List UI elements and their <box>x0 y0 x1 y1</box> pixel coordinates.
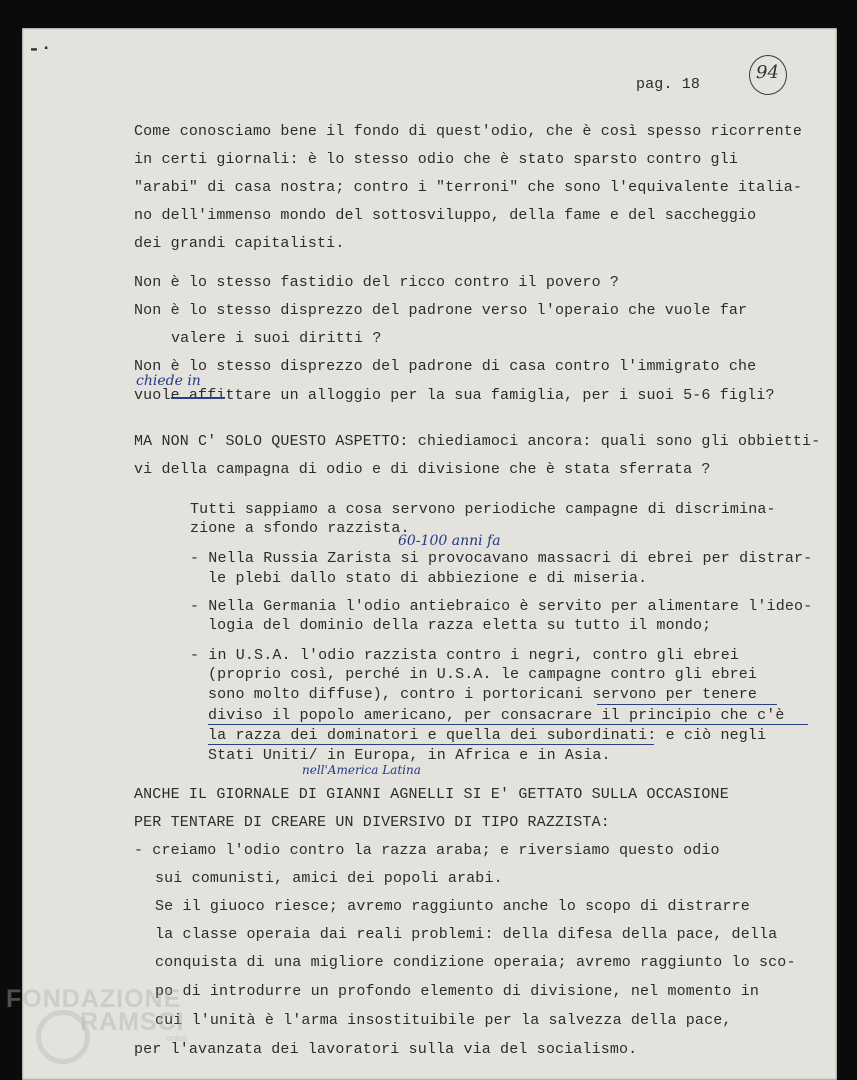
page-number: pag. 18 <box>636 76 701 93</box>
watermark-small: onlus <box>166 1033 188 1043</box>
watermark-line1: FONDAZIONE <box>6 985 182 1013</box>
handwritten-60-100-anni-fa: 60-100 anni fa <box>398 533 501 549</box>
usa-line2: (proprio così, perché in U.S.A. le campagne contro gli ebrei <box>208 666 758 683</box>
handwritten-america-latina: nell'America Latina <box>302 763 421 777</box>
archive-number: 94 <box>756 62 779 83</box>
russia-line2: le plebi dallo stato di abbiezione e di miseria. <box>208 570 648 587</box>
section3-line8: po di introdurre un profondo elemento di divisione, nel momento in <box>155 983 759 1000</box>
section3-line3: - creiamo l'odio contro la razza araba; e riversiamo questo odio <box>134 842 720 859</box>
section3-line9: cui l'unità è l'arma insostituibile per la salvezza della pace, <box>155 1012 732 1029</box>
underline-usa4 <box>208 724 808 725</box>
section3-line6: la classe operaia dai reali problemi: della difesa della pace, della <box>155 926 778 943</box>
section3-line7: conquista di una migliore condizione operaia; avremo raggiunto lo sco- <box>155 954 796 971</box>
germany-line2: logia del dominio della razza eletta su tutto il mondo; <box>208 617 712 634</box>
question3-line2: vuole affittare un alloggio per la sua famiglia, per i suoi 5-6 figli? <box>134 387 775 404</box>
para1-line2: in certi giornali: è lo stesso odio che è stato sparsto contro gli <box>134 151 738 168</box>
russia-line1: - Nella Russia Zarista si provocavano massacri di ebrei per distrar- <box>190 550 813 567</box>
usa-line1: - in U.S.A. l'odio razzista contro i negri, contro gli ebrei <box>190 647 740 664</box>
question2-line1: Non è lo stesso disprezzo del padrone verso l'operaio che vuole far <box>134 302 748 319</box>
section3-line10: per l'avanzata dei lavoratori sulla via del socialismo. <box>134 1041 638 1058</box>
question1: Non è lo stesso fastidio del ricco contro il povero ? <box>134 274 620 291</box>
germany-line1: - Nella Germania l'odio antiebraico è servito per alimentare l'ideo- <box>190 598 813 615</box>
usa-line4: diviso il popolo americano, per consacrare il principio che c'è <box>208 707 785 724</box>
underline-usa5 <box>208 744 654 745</box>
corner-mark: ▬ ▪ <box>31 44 50 55</box>
question2-line2: valere i suoi diritti ? <box>171 330 382 347</box>
underline-usa3 <box>597 704 777 705</box>
watermark-line2: RAMSCI <box>80 1008 185 1036</box>
discrimination-intro-line1: Tutti sappiamo a cosa servono periodiche campagne di discrimina- <box>190 501 776 518</box>
section3-line2: PER TENTARE DI CREARE UN DIVERSIVO DI TIPO RAZZISTA: <box>134 814 610 831</box>
question3-line1: Non è lo stesso disprezzo del padrone di casa contro l'immigrato che <box>134 358 757 375</box>
discrimination-intro-line2: zione a sfondo razzista. <box>190 520 410 537</box>
usa-line6: Stati Uniti/ in Europa, in Africa e in Asia. <box>208 747 611 764</box>
usa-line3: sono molto diffuse), contro i portoricani servono per tenere <box>208 686 758 703</box>
section2-line1: MA NON C' SOLO QUESTO ASPETTO: chiediamoci ancora: quali sono gli obbietti- <box>134 433 821 450</box>
section3-line1: ANCHE IL GIORNALE DI GIANNI AGNELLI SI E' GETTATO SULLA OCCASIONE <box>134 786 729 803</box>
para1-line5: dei grandi capitalisti. <box>134 235 345 252</box>
strikethrough-vuole <box>171 397 225 399</box>
section3-line5: Se il giuoco riesce; avremo raggiunto anche lo scopo di distrarre <box>155 898 750 915</box>
para1-line4: no dell'immenso mondo del sottosviluppo, della fame e del saccheggio <box>134 207 757 224</box>
para1-line1: Come conosciamo bene il fondo di quest'odio, che è così spesso ricorrente <box>134 123 803 140</box>
usa-line5: la razza dei dominatori e quella dei subordinati: e ciò negli <box>208 727 767 744</box>
section3-line4: sui comunisti, amici dei popoli arabi. <box>155 870 503 887</box>
para1-line3: "arabi" di casa nostra; contro i "terroni" che sono l'equivalente italia- <box>134 179 803 196</box>
watermark <box>6 985 188 1043</box>
section2-line2: vi della campagna di odio e di divisione che è stata sferrata ? <box>134 461 711 478</box>
handwritten-chiede-in: chiede in <box>136 373 201 389</box>
